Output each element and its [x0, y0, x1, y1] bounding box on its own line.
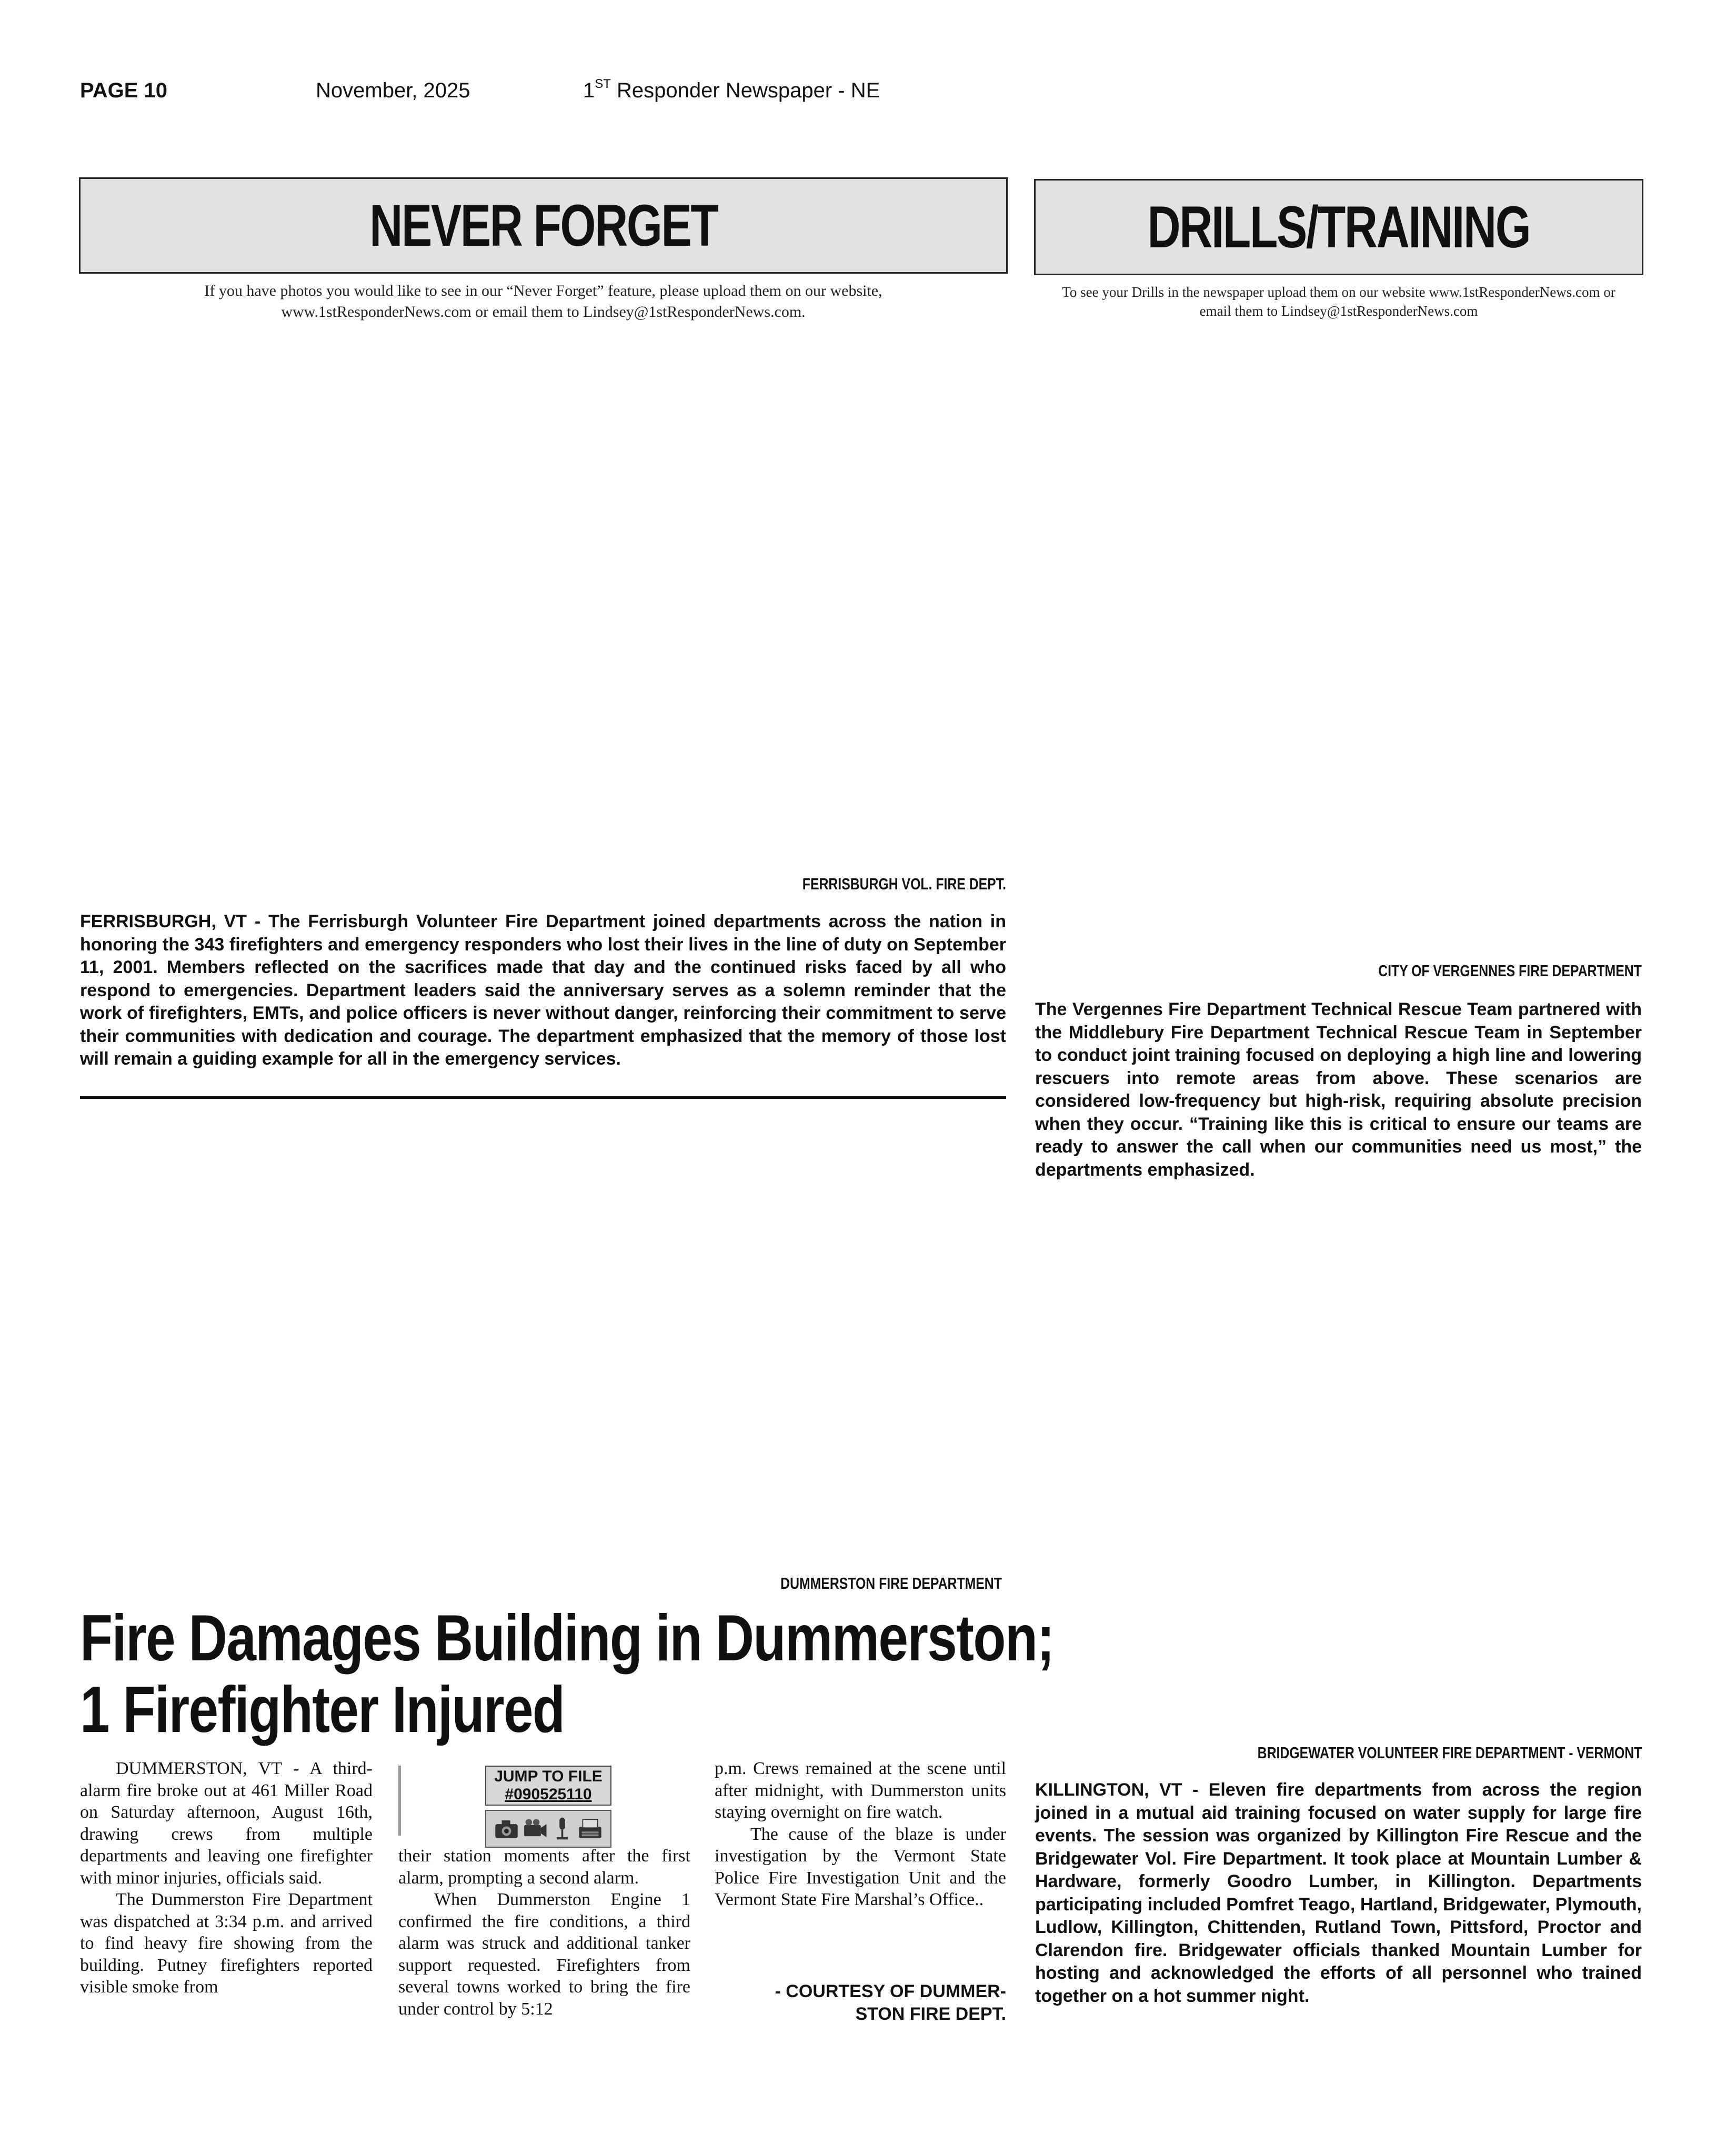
courtesy-line2: STON FIRE DEPT. — [855, 2004, 1006, 2024]
column2-paragraph1: their station moments after the first alarm, prompting a second alarm. — [398, 1846, 690, 1888]
drills-training-banner — [1034, 179, 1643, 275]
pub-prefix: 1 — [583, 79, 595, 102]
never-forget-note-line2: www.1stResponderNews.com or email them to Lindsey@1stResponderNews.com. — [281, 303, 806, 320]
jump-file-number: #090525110 — [505, 1786, 592, 1803]
section-divider — [80, 1096, 1006, 1099]
bridgewater-credit-text: BRIDGEWATER VOLUNTEER FIRE DEPARTMENT - VERMONT — [1257, 1744, 1642, 1762]
column1-paragraph2: The Dummerston Fire Department was dispatched at 3:34 p.m. and arrived to find heavy fire showing from the building. Putney firefighters reported visible smoke from — [80, 1890, 373, 1997]
camera-icon — [493, 1814, 520, 1844]
bridgewater-credit — [1105, 1744, 1642, 1762]
drills-note-line1: To see your Drills in the newspaper upload them on our website www.1stResponderNews.com or — [1062, 284, 1615, 300]
dummerston-column-2 — [398, 1845, 690, 2020]
typewriter-icon — [576, 1814, 604, 1844]
dummerston-credit — [631, 1574, 1002, 1593]
drills-training-note — [1034, 283, 1643, 320]
column2-paragraph2: When Dummerston Engine 1 confirmed the fire conditions, a third alarm was struck and additional tanker support requested. Firefighters from several towns worked to bring the fire under control by 5:12 — [398, 1890, 690, 2019]
microphone-icon — [548, 1814, 576, 1844]
never-forget-note-line1: If you have photos you would like to see in our “Never Forget” feature, please upload them on our website, — [204, 282, 882, 299]
column3-paragraph1: p.m. Crews remained at the scene until after midnight, with Dummerston units staying overnight on fire watch. — [715, 1759, 1006, 1822]
column3-paragraph2: The cause of the blaze is under investigation by the Vermont State Police Fire Investigation Unit and the Vermont State Fire Marshal’s Office.. — [715, 1824, 1006, 1909]
vergennes-story: The Vergennes Fire Department Technical Rescue Team partnered with the Middlebury Fire Department Technical Rescue Team in September to conduct joint training focused on deploying a high line and lowering rescuers into remote areas from above. These scenarios are considered low-frequency but high-risk, requiring absolute precision when they occur. “Training like this is critical to ensure our teams are ready to answer the call when our communities need us most,” the departments emphasized. — [1035, 999, 1642, 1180]
courtesy-line1: - COURTESY OF DUMMER- — [775, 1981, 1006, 2001]
dummerston-courtesy — [715, 1980, 1006, 2026]
headline-line1: Fire Damages Building in Dummerston; — [80, 1602, 1054, 1675]
drills-note-line2: email them to Lindsey@1stResponderNews.com — [1199, 303, 1478, 319]
jump-to-file-label[interactable] — [485, 1766, 611, 1806]
jump-prefix: JUMP TO FILE — [494, 1768, 603, 1785]
ferrisburgh-credit — [631, 875, 1006, 894]
publication-name — [583, 79, 880, 103]
dummerston-column-1 — [80, 1758, 373, 1998]
headline-line2: 1 Firefighter Injured — [80, 1674, 565, 1746]
never-forget-note — [79, 280, 1008, 323]
pub-rest: Responder Newspaper - NE — [610, 79, 880, 102]
dummerston-credit-text: DUMMERSTON FIRE DEPARTMENT — [780, 1574, 1002, 1592]
column1-paragraph1: DUMMERSTON, VT - A third-alarm fire broke out at 461 Miller Road on Saturday afternoon, August 16th, drawing crews from multiple departments and leaving one firefighter with minor injuries, officials said. — [80, 1759, 373, 1888]
dummerston-headline — [80, 1602, 1054, 1746]
drills-training-title: DRILLS/TRAINING — [1147, 194, 1530, 260]
killington-story: KILLINGTON, VT - Eleven fire departments from across the region joined in a mutual aid training focused on water supply for large fire events. The session was organized by Killington Fire Rescue and the Bridgewater Vol. Fire Department. It took place at Mountain Lumber & Hardware, formerly Goodro Lumber, in Killington. Departments participating included Pomfret Teago, Hartland, Bridgewater, Plymouth, Ludlow, Killington, Chittenden, Rutland Town, Pittsford, Proctor and Clarendon fire. Bridgewater officials thanked Mountain Lumber for hosting and acknowledged the efforts of all personnel who trained together on a hot summer night. — [1035, 1780, 1642, 2006]
pub-superscript: ST — [595, 77, 611, 91]
never-forget-banner — [79, 177, 1008, 274]
issue-date: November, 2025 — [316, 79, 470, 102]
page-number: PAGE 10 — [80, 79, 167, 102]
never-forget-title: NEVER FORGET — [369, 193, 718, 258]
video-camera-icon — [520, 1814, 548, 1844]
jump-to-file-box[interactable] — [398, 1766, 693, 1836]
vergennes-credit — [1210, 961, 1642, 980]
jump-icons-row — [485, 1810, 611, 1848]
dummerston-column-3 — [715, 1758, 1006, 1911]
ferrisburgh-credit-text: FERRISBURGH VOL. FIRE DEPT. — [802, 875, 1006, 893]
vergennes-credit-text: CITY OF VERGENNES FIRE DEPARTMENT — [1378, 961, 1642, 980]
ferrisburgh-story: FERRISBURGH, VT - The Ferrisburgh Volunteer Fire Department joined departments across the nation in honoring the 343 firefighters and emergency responders who lost their lives in the line of duty on September 11, 2001. Members reflected on the sacrifices made that day and the continued risks faced by all who respond to emergencies. Department leaders said the anniversary serves as a solemn reminder that the work of firefighters, EMTs, and police officers is never without danger, reinforcing their commitment to serve their communities with dedication and courage. The department emphasized that the memory of those lost will remain a guiding example for all in the emergency services. — [80, 911, 1006, 1069]
